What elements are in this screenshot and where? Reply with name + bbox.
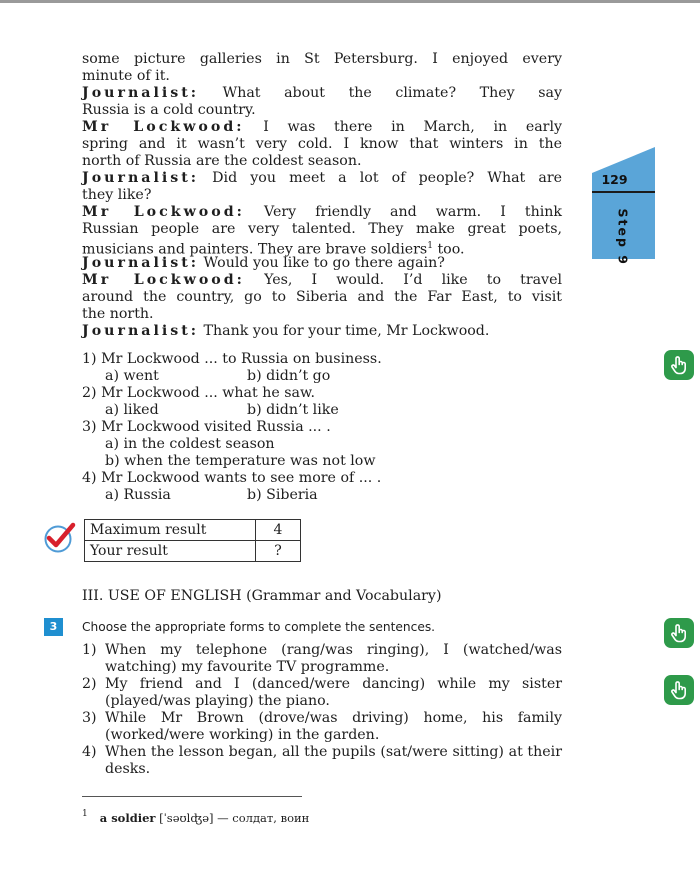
- quiz-option: b) didn’t go: [247, 368, 331, 384]
- hand-pointer-icon: [664, 675, 694, 705]
- item-text: While Mr Brown (drove/was driving) home, his family (worked/were working) in the garden.: [105, 710, 562, 743]
- your-result-label: Your result: [85, 541, 256, 562]
- dialogue-lockwood-2: [82, 204, 562, 221]
- quiz-option: b) Siberia: [247, 487, 318, 503]
- quiz-question-4: 4) Mr Lockwood wants to see more of ... .: [82, 470, 382, 486]
- exercise-instruction: Choose the appropriate forms to complete the sentences.: [82, 620, 436, 634]
- dialogue-lockwood-3: [82, 272, 562, 289]
- speaker-lockwood: Mr Lockwood:: [82, 204, 245, 220]
- item-number: 2): [82, 676, 97, 692]
- speaker-lockwood: Mr Lockwood:: [82, 272, 245, 288]
- quiz-option: b) didn’t like: [247, 402, 339, 418]
- audio-button[interactable]: [664, 618, 694, 648]
- audio-button[interactable]: [664, 675, 694, 705]
- footnote-marker: 1: [427, 241, 433, 251]
- speech: What about the climate? They say: [222, 85, 562, 101]
- your-result-value[interactable]: ?: [256, 541, 301, 562]
- item-text: When the lesson began, all the pupils (sat/were sitting) at their desks.: [105, 744, 562, 777]
- item-number: 4): [82, 744, 97, 760]
- speaker-lockwood: Mr Lockwood:: [82, 119, 245, 135]
- item-text: My friend and I (danced/were dancing) while my sister (played/was playing) the piano.: [105, 676, 562, 709]
- speech: I was there in March, in early: [263, 119, 563, 135]
- dialogue-journalist-1: [82, 85, 562, 102]
- footnote: [82, 806, 309, 826]
- quiz-option: a) went: [105, 368, 159, 384]
- item-text: When my telephone (rang/was ringing), I (watched/was watching) my favourite TV programme.: [105, 642, 562, 675]
- table-row: [85, 520, 301, 541]
- checkmark-icon: [43, 522, 77, 554]
- speech: Would you like to go there again?: [203, 255, 445, 271]
- dialogue-journalist-3: [82, 255, 562, 272]
- top-edge-shadow: [0, 0, 700, 3]
- item-number: 1): [82, 642, 97, 658]
- quiz-option: b) when the temperature was not low: [105, 453, 376, 469]
- step-label: Step 9: [615, 208, 631, 266]
- footnote-transcription: [ˈsəʊlʤə]: [159, 811, 214, 825]
- quiz-option: a) in the coldest season: [105, 436, 275, 452]
- quiz-question-1: 1) Mr Lockwood ... to Russia on business.: [82, 351, 382, 367]
- dialogue-line: minute of it.: [82, 68, 170, 84]
- speech: musicians and painters. They are brave soldiers: [82, 241, 428, 258]
- dialogue-journalist-4: [82, 323, 562, 340]
- section-heading: III. USE OF ENGLISH (Grammar and Vocabulary): [82, 588, 442, 604]
- quiz-question-2: 2) Mr Lockwood ... what he saw.: [82, 385, 315, 401]
- exercise-item: [82, 710, 562, 744]
- quiz-question-3: 3) Mr Lockwood visited Russia ... .: [82, 419, 331, 435]
- speech: Thank you for your time, Mr Lockwood.: [203, 323, 490, 339]
- result-table: [84, 519, 301, 562]
- footnote-divider: [82, 796, 302, 797]
- footnote-translation: — солдат, воин: [217, 811, 310, 825]
- max-result-label: Maximum result: [85, 520, 256, 541]
- dialogue-line: spring and it wasn’t very cold. I know that winters in the: [82, 136, 562, 152]
- footnote-word: a soldier: [99, 811, 156, 825]
- dialogue-line: Russian people are very talented. They make great poets,: [82, 221, 562, 237]
- dialogue-line: around the country, go to Siberia and the Far East, to visit: [82, 289, 562, 305]
- hand-pointer-icon: [664, 618, 694, 648]
- speech: too.: [432, 241, 465, 258]
- exercise-item: [82, 676, 562, 710]
- exercise-number-badge: 3: [44, 618, 63, 636]
- dialogue-line: north of Russia are the coldest season.: [82, 153, 362, 169]
- dialogue-line: Russia is a cold country.: [82, 102, 256, 118]
- dialogue-line: the north.: [82, 306, 154, 322]
- quiz-option: a) liked: [105, 402, 159, 418]
- item-number: 3): [82, 710, 97, 726]
- exercise-item: [82, 642, 562, 676]
- speaker-journalist: Journalist:: [82, 323, 200, 339]
- dialogue-journalist-2: [82, 170, 562, 187]
- speaker-journalist: Journalist:: [82, 170, 200, 186]
- table-row: [85, 541, 301, 562]
- speech: Did you meet a lot of people? What are: [212, 170, 563, 186]
- max-result-value: 4: [256, 520, 301, 541]
- speech: Very friendly and warm. I think: [264, 204, 563, 220]
- exercise-item: [82, 744, 562, 778]
- quiz-option: a) Russia: [105, 487, 171, 503]
- dialogue-line: some picture galleries in St Petersburg. I enjoyed every: [82, 51, 562, 67]
- page-number: 129: [601, 172, 628, 187]
- hand-pointer-icon: [664, 350, 694, 380]
- speaker-journalist: Journalist:: [82, 85, 200, 101]
- audio-button[interactable]: [664, 350, 694, 380]
- dialogue-lockwood-1: [82, 119, 562, 136]
- speech: Yes, I would. I’d like to travel: [264, 272, 563, 288]
- speaker-journalist: Journalist:: [82, 255, 200, 271]
- footnote-mark: 1: [82, 809, 88, 819]
- dialogue-line: they like?: [82, 187, 152, 203]
